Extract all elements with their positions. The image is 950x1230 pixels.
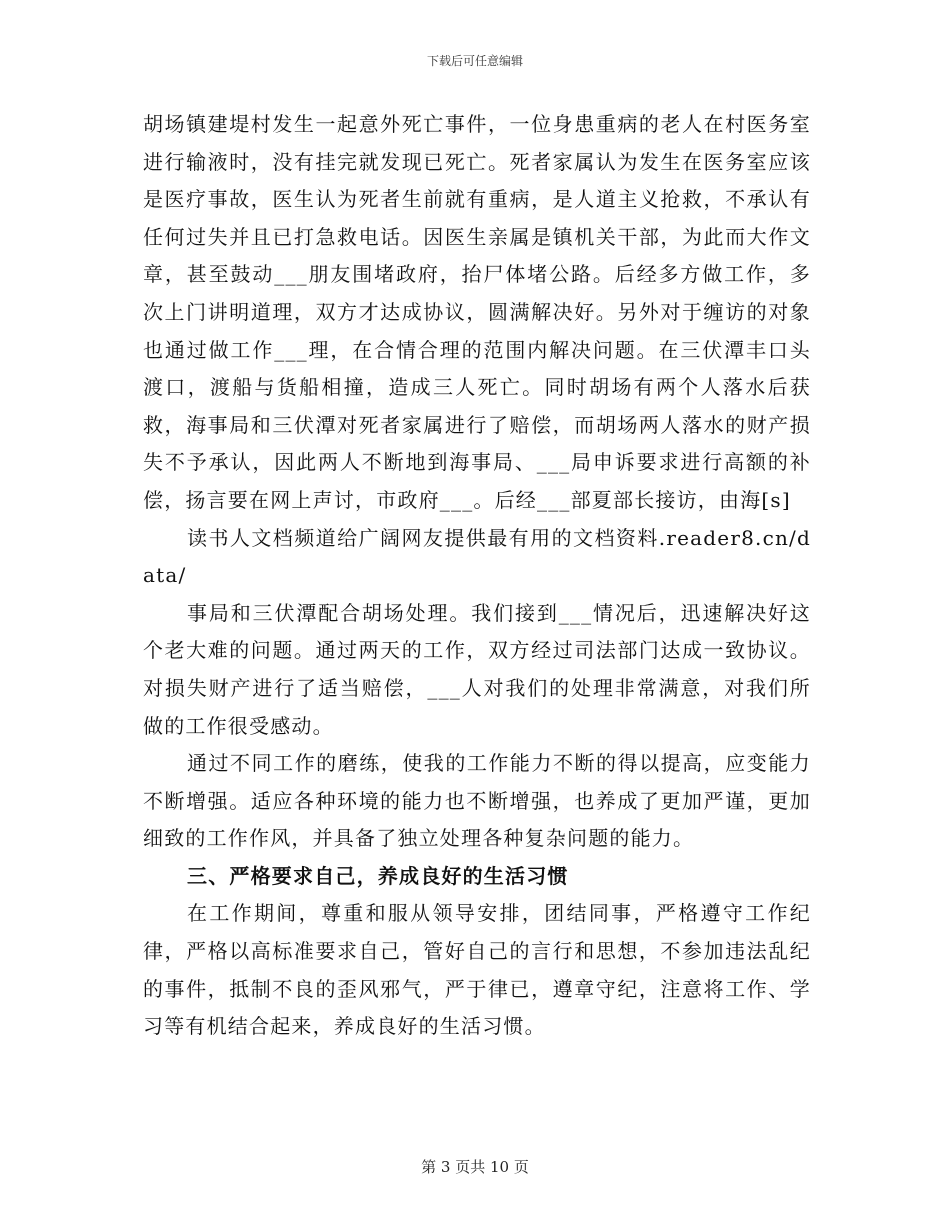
paragraph-discipline: 在工作期间，尊重和服从领导安排，团结同事，严格遵守工作纪律，严格以高标准要求自己，管好自己的言行和思想，不参加违法乱纪的事件，抵制不良的歪风邪气，严于律已，遵章守纪，注意将工作、学习等有机结合起来，养成良好的生活习惯。 [143,901,811,1039]
paragraph-ability: 通过不同工作的磨练，使我的工作能力不断的得以提高，应变能力不断增强。适应各种环境的能力也不断增强，也养成了更加严谨，更加细致的工作作风，并具备了独立处理各种复杂问题的能力。 [143,751,811,851]
paragraph-incident: 胡场镇建堤村发生一起意外死亡事件，一位身患重病的老人在村医务室进行输液时，没有挂完就发现已死亡。死者家属认为发生在医务室应该是医疗事故，医生认为死者生前就有重病，是人道主义抢救，不承认有任何过失并且已打急救电话。因医生亲属是镇机关干部，为此而大作文章，甚至鼓动___朋友围堵政府，抬尸体堵公路。后经多方做工作，多次上门讲明道理，双方才达成协议，圆满解决好。另外对于缠访的对象也通过做工作___理，在合情合理的范围内解决问题。在三伏潭丰口头渡口，渡船与货船相撞，造成三人死亡。同时胡场有两个人落水后获救，海事局和三伏潭对死者家属进行了赔偿，而胡场两人落水的财产损失不予承认，因此两人不断地到海事局、___局申诉要求进行高额的补偿，扬言要在网上声讨，市政府___。后经___部夏部长接访，由海[s] [143,112,811,512]
page-footer: 第 3 页共 10 页 [421,1158,529,1176]
document-body [143,106,811,1046]
page-header: 下载后可任意编辑 [426,54,523,68]
paragraph-source-note: 读书人文档频道给广阔网友提供最有用的文档资料.reader8.cn/data/ [143,525,811,588]
paragraph-resolution: 事局和三伏潭配合胡场处理。我们接到___情况后，迅速解决好这个老大难的问题。通过两天的工作，双方经过司法部门达成一致协议。对损失财产进行了适当赔偿，___人对我们的处理非常满意，对我们所做的工作很受感动。 [143,600,811,738]
section-heading: 三、严格要求自己，养成良好的生活习惯 [187,863,569,888]
